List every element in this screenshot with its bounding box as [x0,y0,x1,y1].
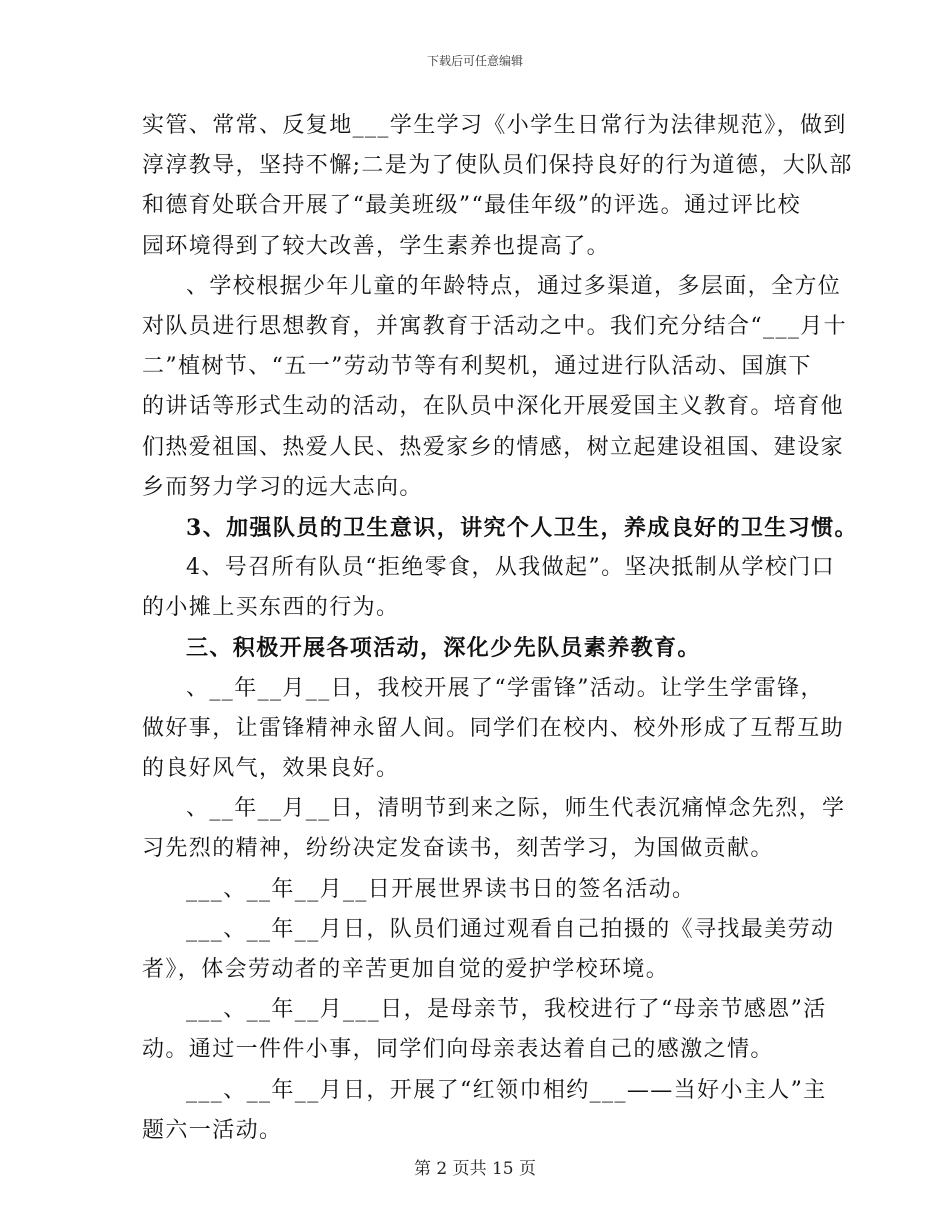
paragraph-line: 题六一活动。 [142,1117,283,1143]
paragraph-line: 、__年__月__日，清明节到来之际，师生代表沉痛悼念先烈，学 [186,796,846,822]
paragraph-line: 者》，体会劳动者的辛苦更加自觉的爱护学校环境。 [142,956,670,982]
paragraph-line: 们热爱祖国、热爱人民、热爱家乡的情感，树立起建设祖国、建设家 [142,434,845,460]
paragraph-line: 对队员进行思想教育，并寓教育于活动之中。我们充分结合“___月十 [142,313,848,339]
paragraph-line: 的小摊上买东西的行为。 [142,595,400,621]
paragraph-line: 乡而努力学习的远大志向。 [142,474,423,500]
section-heading-line: 三、积极开展各项活动，深化少先队员素养教育。 [186,635,701,662]
paragraph-line: 二”植树节、“五一”劳动节等有利契机，通过进行队活动、国旗下 [142,354,812,380]
page-footer: 第 2 页共 15 页 [413,1159,537,1179]
paragraph-line: 的讲话等形式生动的活动，在队员中深化开展爱国主义教育。培育他 [142,394,845,420]
paragraph-line: 淳淳教导，坚持不懈;二是为了使队员们保持良好的行为道德，大队部 [142,153,853,179]
paragraph-line: 和德育处联合开展了“最美班级”“最佳年级”的评选。通过评比校 [142,193,801,219]
paragraph-line: ___、__年__月___日，是母亲节，我校进行了“母亲节感恩”活 [186,997,827,1023]
paragraph-line: 习先烈的精神，纷纷决定发奋读书，刻苦学习，为国做贡献。 [142,836,774,862]
document-body [142,106,858,1151]
paragraph-line: ___、__年__月日，开展了“红领巾相约___——当好小主人”主 [186,1077,827,1103]
paragraph-line: 4、号召所有队员“拒绝零食，从我做起”。坚决抵制从学校门口 [186,555,836,581]
paragraph-line: 、__年__月__日，我校开展了“学雷锋”活动。让学生学雷锋， [186,675,824,701]
paragraph-line: 的良好风气，效果良好。 [142,756,400,781]
paragraph-line: ___、__年__月日，队员们通过观看自己拍摄的《寻找最美劳动 [186,916,835,942]
page-header: 下载后可任意编辑 [426,54,523,68]
paragraph-line: 动。通过一件件小事，同学们向母亲表达着自己的感激之情。 [142,1037,774,1063]
paragraph-line: ___、__年__月__日开展世界读书日的签名活动。 [186,876,696,902]
paragraph-line: 园环境得到了较大改善，学生素养也提高了。 [142,233,611,259]
paragraph-line: 做好事，让雷锋精神永留人间。同学们在校内、校外形成了互帮互助 [142,715,845,741]
paragraph-line: 、学校根据少年儿童的年龄特点，通过多渠道，多层面，全方位 [186,273,842,299]
section-heading-line: 3、加强队员的卫生意识，讲究个人卫生，养成良好的卫生习惯。 [186,514,858,541]
paragraph-line: 实管、常常、反复地___学生学习《小学生日常行为法律规范》，做到 [142,113,847,138]
